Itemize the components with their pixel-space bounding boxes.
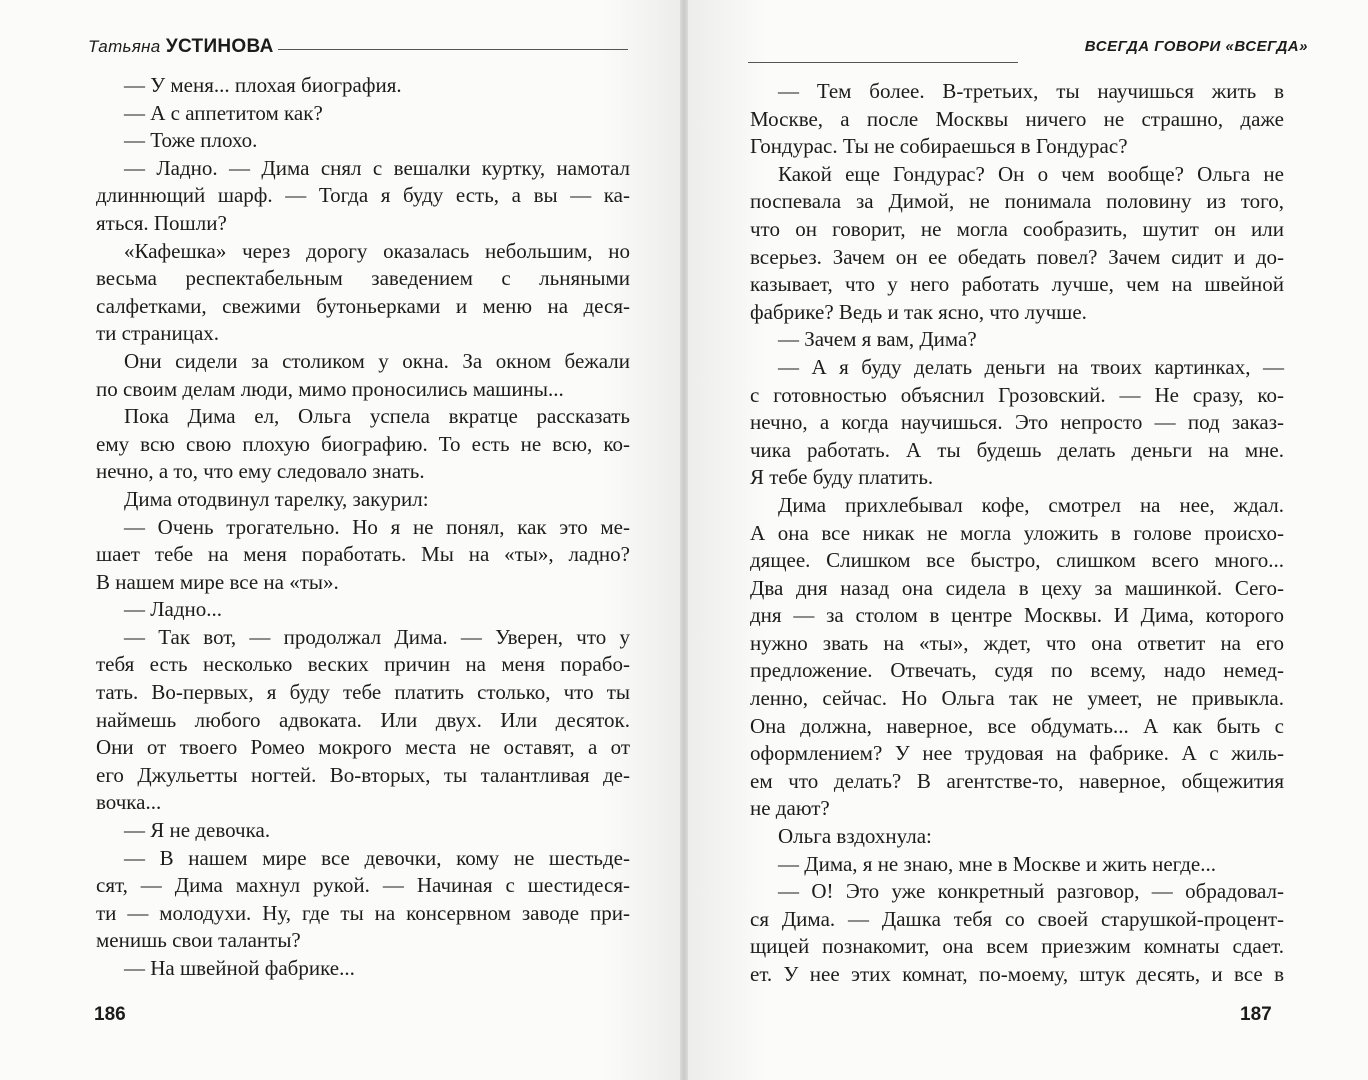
text-line: что он говорит, не могла сообразить, шутит он или [750, 216, 1284, 241]
text-line: фабрике? Ведь и так ясно, что лучше. [750, 299, 1087, 324]
header-author [88, 36, 274, 58]
header-rule [278, 49, 628, 50]
author-last-name: УСТИНОВА [165, 36, 274, 57]
text-line: его Джульетты ногтей. Во-вторых, ты талантливая де- [96, 762, 630, 787]
page-number: 187 [1240, 1004, 1272, 1025]
text-line: ет. У нее этих комнат, по-моему, штук десять, и все в [750, 962, 1284, 986]
text-line: ем что делать? В агентстве-то, наверное, общежития [750, 768, 1284, 793]
text-line: шает тебе на меня поработать. Мы на «ты», ладно? [96, 542, 630, 567]
text-line: Пока Дима ел, Ольга успела вкратце рассказать [124, 404, 630, 429]
text-line: Гондурас. Ты не собираешься в Гондурас? [750, 134, 1128, 159]
text-line: ти страницах. [96, 321, 220, 346]
text-line: Дима отодвинул тарелку, закурил: [124, 486, 429, 511]
text-line: дящее. Слишком все быстро, слишком всего много... [750, 548, 1284, 573]
text-line: чика работать. А ты будешь делать деньги на мне. [750, 437, 1284, 462]
text-line: предложение. Отвечать, судя по всему, надо немед- [750, 658, 1284, 683]
text-line: казывает, что у него работать лучше, чем на швейной [750, 272, 1284, 297]
text-line: — Очень трогательно. Но я не понял, как это ме- [124, 514, 630, 539]
text-line: нечно, а когда научишься. Это непросто — под заказ- [750, 410, 1284, 435]
text-line: оформлением? У нее трудовая на фабрике. А с жиль- [750, 741, 1284, 766]
text-line: менишь свои таланты? [96, 928, 301, 953]
text-line: Два дня назад она сидела в цеху за машинкой. Сего- [750, 575, 1284, 600]
text-line: ся Дима. — Дашка тебя со своей старушкой-процент- [750, 906, 1284, 931]
text-line: по своим делам люди, мимо проносились машины... [96, 376, 564, 401]
text-line: ленно, сейчас. Но Ольга так не умеет, не привыкла. [750, 686, 1284, 711]
header-rule [748, 62, 1018, 63]
text-line: Они от твоего Ромео мокрого места не оставят, а от [96, 735, 630, 760]
text-line: всерьез. Зачем он ее обедать повел? Зачем сидит и до- [750, 244, 1284, 269]
text-line: щицей познакомит, она всем приезжим комнаты сдает. [750, 934, 1284, 959]
text-line: Я тебе буду платить. [750, 465, 934, 490]
text-line: дня — за столом в центре Москвы. И Дима, которого [750, 603, 1284, 628]
right-page-body [750, 78, 1284, 989]
left-running-header [88, 36, 628, 62]
text-line: «Кафешка» через дорогу оказалась небольшим, но [124, 238, 630, 263]
text-line: салфетками, свежими бутоньерками и меню на деся- [96, 293, 630, 318]
left-page-body [96, 72, 630, 983]
author-first-name: Татьяна [88, 37, 161, 56]
text-line: нужно звать на «ты», ждет, что она ответит на его [750, 630, 1284, 655]
text-line: вочка... [96, 790, 162, 815]
text-line: А она все никак не могла уложить в голове происхо- [750, 520, 1284, 545]
text-line: яться. Пошли? [96, 210, 227, 235]
text-line: Ольга вздохнула: [778, 824, 932, 849]
text-line: ему всю свою плохую биографию. То есть не всю, ко- [96, 431, 630, 456]
text-line: тать. Во-первых, я буду тебе платить столько, что ты [96, 680, 630, 705]
page-number: 186 [94, 1004, 126, 1025]
text-line: Дима прихлебывал кофе, смотрел на нее, ждал. [778, 492, 1284, 517]
text-line: наймешь любого адвоката. Или двух. Или десяток. [96, 707, 630, 732]
text-line: — Ладно... [124, 597, 222, 622]
book-gutter [680, 0, 688, 1080]
text-line: с готовностью объяснил Грозовский. — Не сразу, ко- [750, 382, 1284, 407]
text-line: нечно, а то, что ему следовало знать. [96, 459, 425, 484]
text-line: Москве, а после Москвы ничего не страшно, даже [750, 106, 1284, 131]
text-line: — Я не девочка. [124, 818, 271, 843]
text-line: — Тем более. В-третьих, ты научишься жить в [778, 79, 1284, 103]
text-line: поспевала за Димой, не понимала половину из того, [750, 189, 1284, 214]
text-line: Они сидели за столиком у окна. За окном бежали [124, 348, 630, 373]
right-page [684, 0, 1368, 1080]
text-line: — Дима, я не знаю, мне в Москве и жить негде... [778, 851, 1216, 876]
text-line: не дают? [750, 796, 830, 821]
text-line: Какой еще Гондурас? Он о чем вообще? Ольга не [778, 161, 1284, 186]
text-line: ти — молодухи. Ну, где ты на консервном заводе при- [96, 900, 630, 925]
text-line: весьма респектабельным заведением с льняными [96, 266, 630, 291]
text-line: — В нашем мире все девочки, кому не шестьде- [124, 845, 630, 870]
text-line: Она должна, наверное, все обдумать... А как быть с [750, 713, 1284, 738]
text-line: длиннющий шарф. — Тогда я буду есть, а вы — ка- [96, 183, 630, 208]
header-book-title: ВСЕГДА ГОВОРИ «ВСЕГДА» [1084, 38, 1308, 55]
text-line: — Так вот, — продолжал Дима. — Уверен, что у [124, 624, 630, 649]
text-line: сят, — Дима махнул рукой. — Начиная с шестидеся- [96, 873, 630, 898]
text-line: — На швейной фабрике... [124, 956, 355, 980]
right-running-header [748, 36, 1308, 62]
text-line: — О! Это уже конкретный разговор, — обрадовал- [778, 879, 1284, 904]
text-line: В нашем мире все на «ты». [96, 569, 339, 594]
text-line: — Ладно. — Дима снял с вешалки куртку, намотал [124, 155, 630, 180]
text-line: — У меня... плохая биография. [124, 73, 402, 97]
text-line: — А я буду делать деньги на твоих картинках, — [778, 354, 1284, 379]
text-line: — Зачем я вам, Дима? [778, 327, 977, 352]
text-line: тебя есть несколько веских причин на меня порабо- [96, 652, 630, 677]
text-line: — А с аппетитом как? [124, 100, 323, 125]
text-line: — Тоже плохо. [124, 128, 258, 153]
